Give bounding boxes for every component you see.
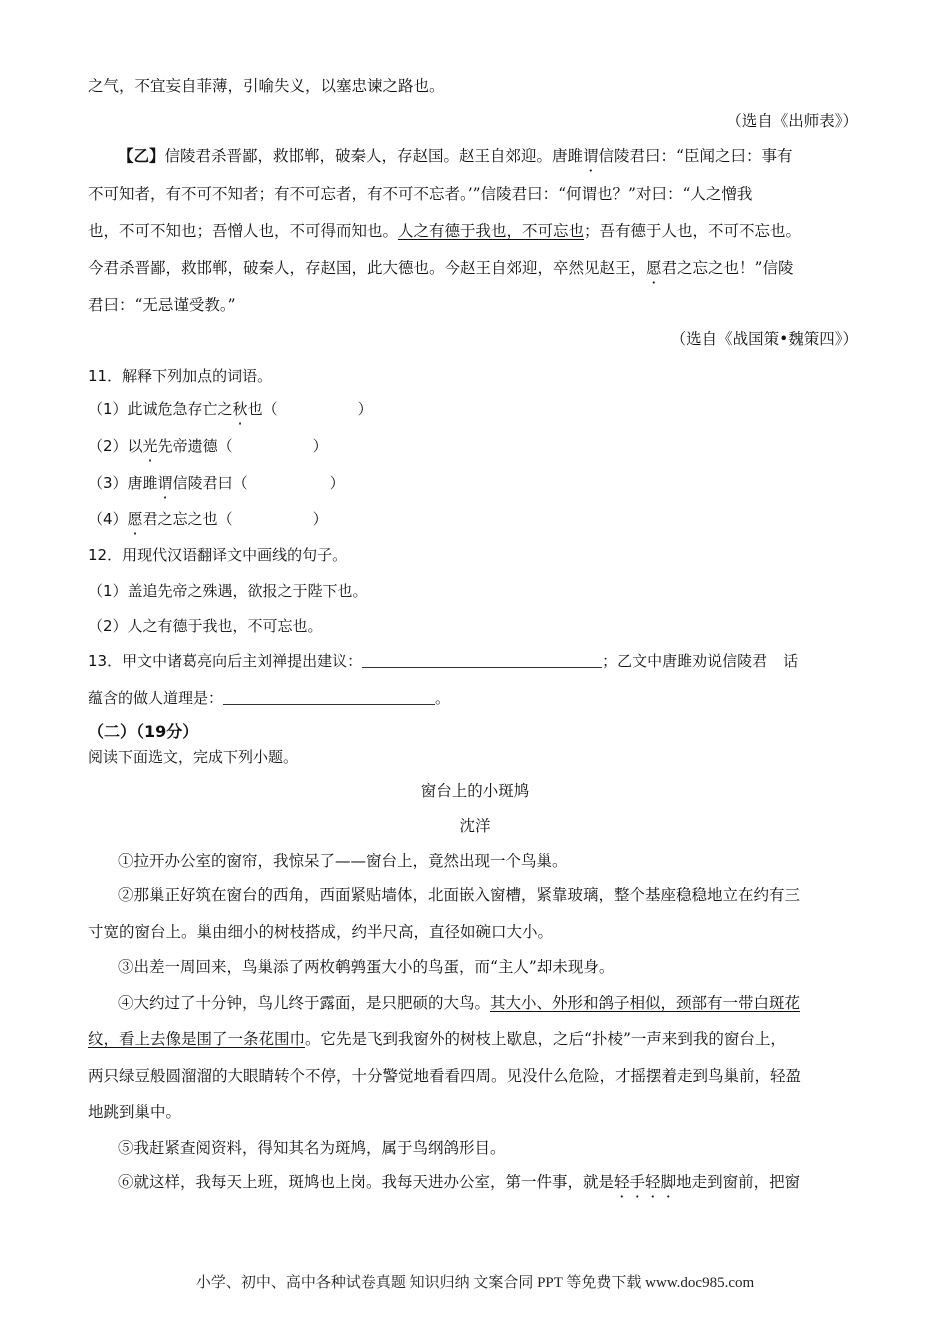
q12-stem: 12．用现代汉语翻译文中画线的句子。 [88, 546, 348, 564]
q12-item-2: （2）人之有德于我也，不可忘也。 [88, 617, 323, 635]
underlined-sentence: 纹，看上去像是围了一条花围巾 [88, 1030, 306, 1048]
yi-line-5: 君曰：“无忌谨受教。” [88, 296, 236, 314]
q11-item-3: （3）唐雎谓信陵君曰（ ） [88, 474, 345, 492]
yi-line-1: 【乙】信陵君杀晋鄙，救邯郸，破秦人，存赵国。赵王自郊迎。唐雎谓信陵君曰：“臣闻之曰：事有 [118, 147, 793, 165]
paragraph-4-line-2: 纹，看上去像是围了一条花围巾。它先是飞到我窗外的树枝上歇息，之后“扑棱”一声来到我的窗台上， [88, 1030, 786, 1048]
yi-line-2: 不可知者，有不可不知者；有不可忘者，有不可不忘者。’”信陵君曰：“何谓也？”对曰：“人之憎我 [88, 185, 753, 203]
q13-line-1: 13．甲文中诸葛亮向后主刘禅提出建议： ；乙文中唐雎劝说信陵君 话 [88, 652, 799, 670]
yi-line-3: 也，不可不知也；吾憎人也，不可得而知也。人之有德于我也，不可忘也；吾有德于人也，不可不忘也。 [88, 222, 802, 240]
dotted-char: 轻 [645, 1173, 661, 1191]
q11-stem: 11．解释下列加点的词语。 [88, 367, 273, 385]
q12-item-1: （1）盖追先帝之殊遇，欲报之于陛下也。 [88, 582, 368, 600]
paragraph-3: ③出差一周回来，鸟巢添了两枚鹌鹑蛋大小的鸟蛋，而“主人”却未现身。 [118, 958, 615, 976]
section-instruction: 阅读下面选文，完成下列小题。 [88, 748, 299, 766]
yi-line-4: 今君杀晋鄙，救邯郸，破秦人，存赵国，此大德也。今赵王自郊迎，卒然见赵王，愿君之忘之也！”信陵 [88, 259, 794, 277]
page-footer: 小学、初中、高中各种试卷真题 知识归纳 文案合同 PPT 等免费下载 www.doc985.com [195, 1275, 755, 1291]
article-title: 窗台上的小斑鸠 [420, 782, 530, 800]
dotted-char: 手 [629, 1173, 646, 1191]
paragraph-4-line-1: ④大约过了十分钟，鸟儿终于露面，是只肥硕的大鸟。其大小、外形和鸽子相似，颈部有一带白斑花 [118, 994, 801, 1012]
dotted-word: 愿 [646, 259, 662, 277]
dotted-word: 秋 [232, 400, 248, 418]
dotted-phrase [614, 1173, 676, 1191]
paragraph-1: ①拉开办公室的窗帘，我惊呆了——窗台上，竟然出现一个鸟巢。 [118, 852, 568, 870]
q11-item-4: （4）愿君之忘之也（ ） [88, 510, 328, 528]
dotted-word: 愿 [127, 510, 143, 528]
dotted-word: 光 [142, 437, 158, 455]
q13-line-2: 蕴含的做人道理是： 。 [88, 689, 451, 707]
answer-blank[interactable] [223, 690, 435, 705]
paragraph-6: ⑥就这样，我每天上班，斑鸠也上岗。我每天进办公室，第一件事，就是轻手轻脚地走到窗前，把窗 [118, 1173, 801, 1191]
underlined-sentence: 人之有德于我也，不可忘也 [398, 222, 585, 240]
yi-source: （选自《战国策•魏策四》） [670, 330, 858, 348]
article-author: 沈洋 [459, 817, 491, 835]
paragraph-2-line-1: ②那巢正好筑在窗台的西角，西面紧贴墙体，北面嵌入窗槽，紧靠玻璃，整个基座稳稳地立在约有三 [118, 886, 801, 904]
answer-blank[interactable] [362, 653, 602, 668]
paragraph-5: ⑤我赶紧查阅资料，得知其名为斑鸠，属于鸟纲鸽形目。 [118, 1139, 506, 1157]
section-heading: （二）（19分） [88, 722, 199, 741]
dotted-word: 谓 [157, 474, 173, 492]
q11-item-1: （1）此诚危急存亡之秋也（ ） [88, 400, 373, 418]
jia-source: （选自《出师表》） [726, 112, 858, 130]
dotted-char: 脚 [660, 1173, 677, 1191]
underlined-sentence: 其大小、外形和鸽子相似，颈部有一带白斑花 [490, 994, 801, 1012]
dotted-char: 轻 [614, 1173, 630, 1191]
paragraph-4-line-4: 地跳到巢中。 [88, 1103, 182, 1121]
paragraph-4-line-3: 两只绿豆般圆溜溜的大眼睛转个不停，十分警觉地看看四周。见没什么危险，才摇摆着走到鸟巢前，轻盈 [88, 1067, 802, 1085]
jia-text-tail: 之气，不宜妄自菲薄，引喻失义，以塞忠谏之路也。 [88, 77, 445, 95]
dotted-word: 谓 [583, 147, 599, 165]
q11-item-2: （2）以光先帝遗德（ ） [88, 437, 328, 455]
paragraph-2-line-2: 寸宽的窗台上。巢由细小的树枝搭成，约半尺高，直径如碗口大小。 [88, 923, 554, 941]
